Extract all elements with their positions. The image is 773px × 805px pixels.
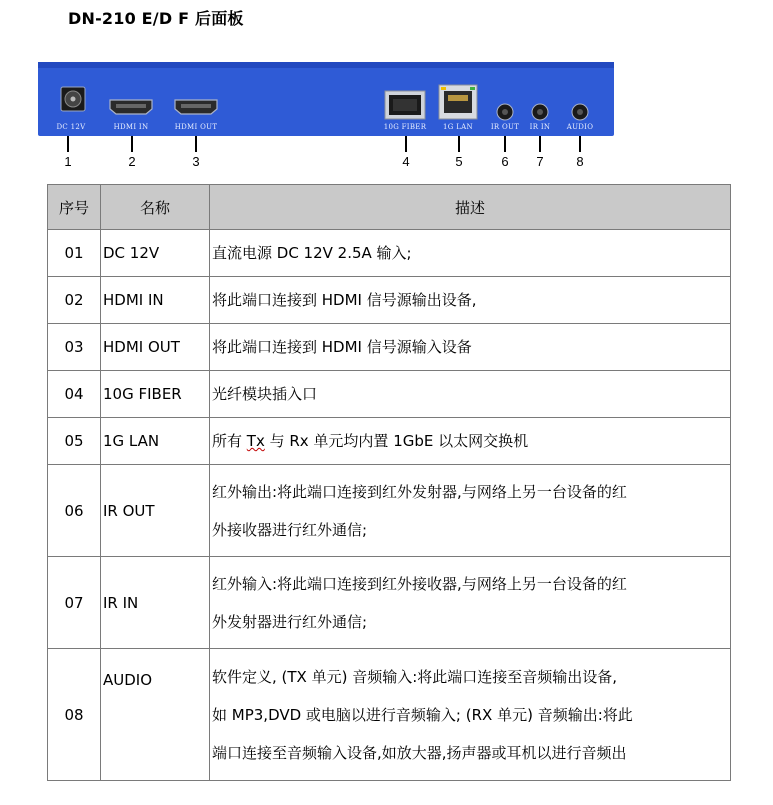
desc-line: 红外输出:将此端口连接到红外发射器,与网络上另一台设备的红 bbox=[212, 482, 627, 501]
desc-line: 外接收器进行红外通信; bbox=[212, 520, 368, 539]
desc-line: 如 MP3,DVD 或电脑以进行音频输入; (RX 单元) 音频输出:将此 bbox=[212, 705, 633, 724]
callout-line bbox=[504, 136, 506, 152]
callout-row bbox=[0, 136, 773, 176]
callout-number: 3 bbox=[192, 154, 200, 169]
table-row bbox=[48, 649, 731, 781]
row-name: 1G LAN bbox=[101, 418, 210, 465]
callout-line bbox=[458, 136, 460, 152]
desc-line: 外发射器进行红外通信; bbox=[212, 612, 368, 631]
row-no: 08 bbox=[48, 649, 101, 781]
dc-jack-icon bbox=[60, 86, 86, 112]
port-label-ir-out: IR OUT bbox=[490, 123, 520, 131]
desc-line: 红外输入:将此端口连接到红外接收器,与网络上另一台设备的红 bbox=[212, 574, 627, 593]
row-no: 03 bbox=[48, 324, 101, 371]
document-title: DN-210 E/D F 后面板 bbox=[68, 9, 244, 28]
callout-line bbox=[131, 136, 133, 152]
row-desc: 直流电源 DC 12V 2.5A 输入; bbox=[210, 230, 731, 277]
lan-port-icon bbox=[438, 84, 478, 120]
callout-number: 8 bbox=[576, 154, 584, 169]
row-no: 02 bbox=[48, 277, 101, 324]
spellcheck-marked-text: Tx bbox=[246, 432, 265, 450]
rear-panel-image bbox=[38, 62, 614, 136]
row-name: AUDIO bbox=[101, 649, 210, 781]
port-label-hdmi-out: HDMI OUT bbox=[174, 123, 218, 131]
row-no: 07 bbox=[48, 557, 101, 649]
row-desc bbox=[210, 557, 731, 649]
row-no: 01 bbox=[48, 230, 101, 277]
row-name: IR OUT bbox=[101, 465, 210, 557]
panel-top-band bbox=[38, 62, 614, 68]
port-label-hdmi-in: HDMI IN bbox=[113, 123, 149, 131]
port-label-dc: DC 12V bbox=[56, 123, 86, 131]
row-desc bbox=[210, 649, 731, 781]
port-label-lan: 1G LAN bbox=[443, 123, 473, 131]
table-row bbox=[48, 371, 731, 418]
row-desc bbox=[210, 465, 731, 557]
table-row bbox=[48, 465, 731, 557]
row-name: IR IN bbox=[101, 557, 210, 649]
header-desc: 描述 bbox=[210, 185, 731, 230]
hdmi-in-port-icon bbox=[108, 98, 154, 116]
callout-number: 7 bbox=[536, 154, 544, 169]
callout-line bbox=[405, 136, 407, 152]
port-label-audio: AUDIO bbox=[566, 123, 594, 131]
header-no: 序号 bbox=[48, 185, 101, 230]
desc-line: 软件定义, (TX 单元) 音频输入:将此端口连接至音频输出设备, bbox=[212, 667, 618, 686]
audio-jack-icon bbox=[571, 103, 589, 121]
callout-number: 4 bbox=[402, 154, 410, 169]
table-row bbox=[48, 324, 731, 371]
ir-out-jack-icon bbox=[496, 103, 514, 121]
hdmi-out-port-icon bbox=[173, 98, 219, 116]
row-desc: 光纤模块插入口 bbox=[210, 371, 731, 418]
row-name: HDMI OUT bbox=[101, 324, 210, 371]
table-row bbox=[48, 418, 731, 465]
row-name: DC 12V bbox=[101, 230, 210, 277]
table-row bbox=[48, 557, 731, 649]
desc-text: 与 Rx 单元均内置 1GbE 以太网交换机 bbox=[264, 432, 529, 450]
port-label-fiber: 10G FIBER bbox=[383, 123, 427, 131]
callout-line bbox=[539, 136, 541, 152]
header-name: 名称 bbox=[101, 185, 210, 230]
callout-number: 1 bbox=[64, 154, 72, 169]
callout-line bbox=[195, 136, 197, 152]
row-desc: 将此端口连接到 HDMI 信号源输出设备, bbox=[210, 277, 731, 324]
row-desc: 将此端口连接到 HDMI 信号源输入设备 bbox=[210, 324, 731, 371]
row-no: 04 bbox=[48, 371, 101, 418]
table-header-row bbox=[48, 185, 731, 230]
desc-text: 所有 bbox=[212, 432, 247, 450]
row-desc bbox=[210, 418, 731, 465]
callout-line bbox=[579, 136, 581, 152]
desc-line: 端口连接至音频输入设备,如放大器,扬声器或耳机以进行音频出 bbox=[212, 743, 627, 762]
callout-number: 2 bbox=[128, 154, 136, 169]
callout-line bbox=[67, 136, 69, 152]
fiber-port-icon bbox=[384, 90, 426, 120]
ir-in-jack-icon bbox=[531, 103, 549, 121]
callout-number: 6 bbox=[501, 154, 509, 169]
table-row bbox=[48, 230, 731, 277]
callout-number: 5 bbox=[455, 154, 463, 169]
row-no: 05 bbox=[48, 418, 101, 465]
row-name: HDMI IN bbox=[101, 277, 210, 324]
row-no: 06 bbox=[48, 465, 101, 557]
table-row bbox=[48, 277, 731, 324]
port-spec-table bbox=[47, 184, 731, 781]
row-name: 10G FIBER bbox=[101, 371, 210, 418]
port-label-ir-in: IR IN bbox=[529, 123, 551, 131]
